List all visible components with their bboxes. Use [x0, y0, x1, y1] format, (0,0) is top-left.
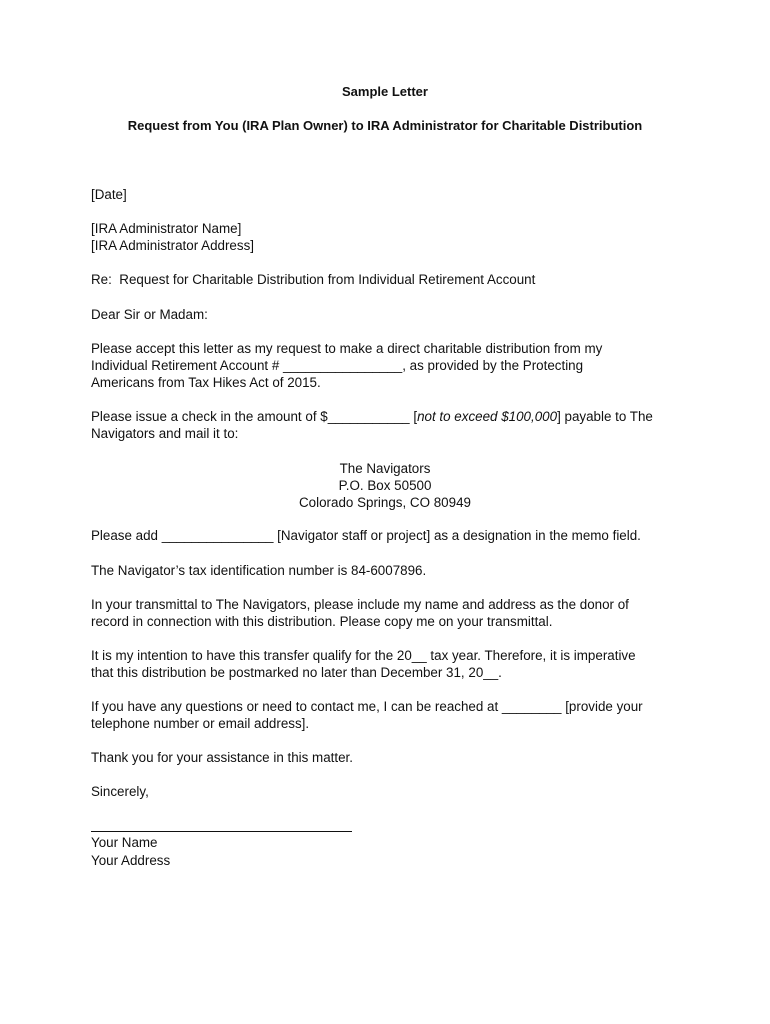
recipient-name: The Navigators: [339, 461, 431, 476]
salutation: Dear Sir or Madam:: [91, 307, 208, 322]
signature-line: [91, 831, 352, 832]
paragraph-7-line-1: If you have any questions or need to contact me, I can be reached at ________ [provide your: [91, 699, 643, 714]
paragraph-6-line-2: that this distribution be postmarked no later than December 31, 20__.: [91, 665, 502, 680]
date-placeholder: [Date]: [91, 187, 127, 202]
admin-name: [IRA Administrator Name]: [91, 221, 242, 236]
check-amount-text: Please issue a check in the amount of $___________ [: [91, 409, 418, 424]
paragraph-2-line-1: [91, 408, 653, 425]
paragraph-5-line-2: record in connection with this distribution. Please copy me on your transmittal.: [91, 614, 553, 629]
closing: Sincerely,: [91, 784, 149, 799]
letter-title: Sample Letter: [342, 84, 428, 99]
recipient-city: Colorado Springs, CO 80949: [299, 495, 471, 510]
paragraph-2-line-2: Navigators and mail it to:: [91, 426, 239, 441]
paragraph-5-line-1: In your transmittal to The Navigators, please include my name and address as the donor of: [91, 597, 629, 612]
letter-subtitle: Request from You (IRA Plan Owner) to IRA Administrator for Charitable Distribution: [127, 118, 643, 133]
recipient-address-block: [0, 460, 770, 511]
paragraph-1-line-2: Individual Retirement Account # ________________, as provided by the Protecting: [91, 358, 584, 373]
admin-address: [IRA Administrator Address]: [91, 238, 254, 253]
paragraph-7-line-2: telephone number or email address].: [91, 716, 310, 731]
signer-name: Your Name: [91, 835, 158, 850]
re-text: Request for Charitable Distribution from Individual Retirement Account: [119, 272, 536, 287]
paragraph-8: Thank you for your assistance in this matter.: [91, 750, 353, 765]
recipient-po-box: P.O. Box 50500: [338, 478, 432, 493]
re-label: Re:: [91, 272, 112, 287]
paragraph-1-line-1: Please accept this letter as my request to make a direct charitable distribution from my: [91, 341, 603, 356]
amount-limit-note: not to exceed $100,000: [417, 409, 558, 424]
signer-address: Your Address: [91, 853, 171, 868]
paragraph-4: The Navigator’s tax identification number is 84-6007896.: [91, 563, 427, 578]
paragraph-3: Please add _______________ [Navigator staff or project] as a designation in the memo field.: [91, 528, 641, 543]
paragraph-6-line-1: It is my intention to have this transfer qualify for the 20__ tax year. Therefore, it is imperative: [91, 648, 636, 663]
payable-text: ] payable to The: [557, 409, 653, 424]
paragraph-1-line-3: Americans from Tax Hikes Act of 2015.: [91, 375, 321, 390]
re-line: [91, 271, 535, 288]
